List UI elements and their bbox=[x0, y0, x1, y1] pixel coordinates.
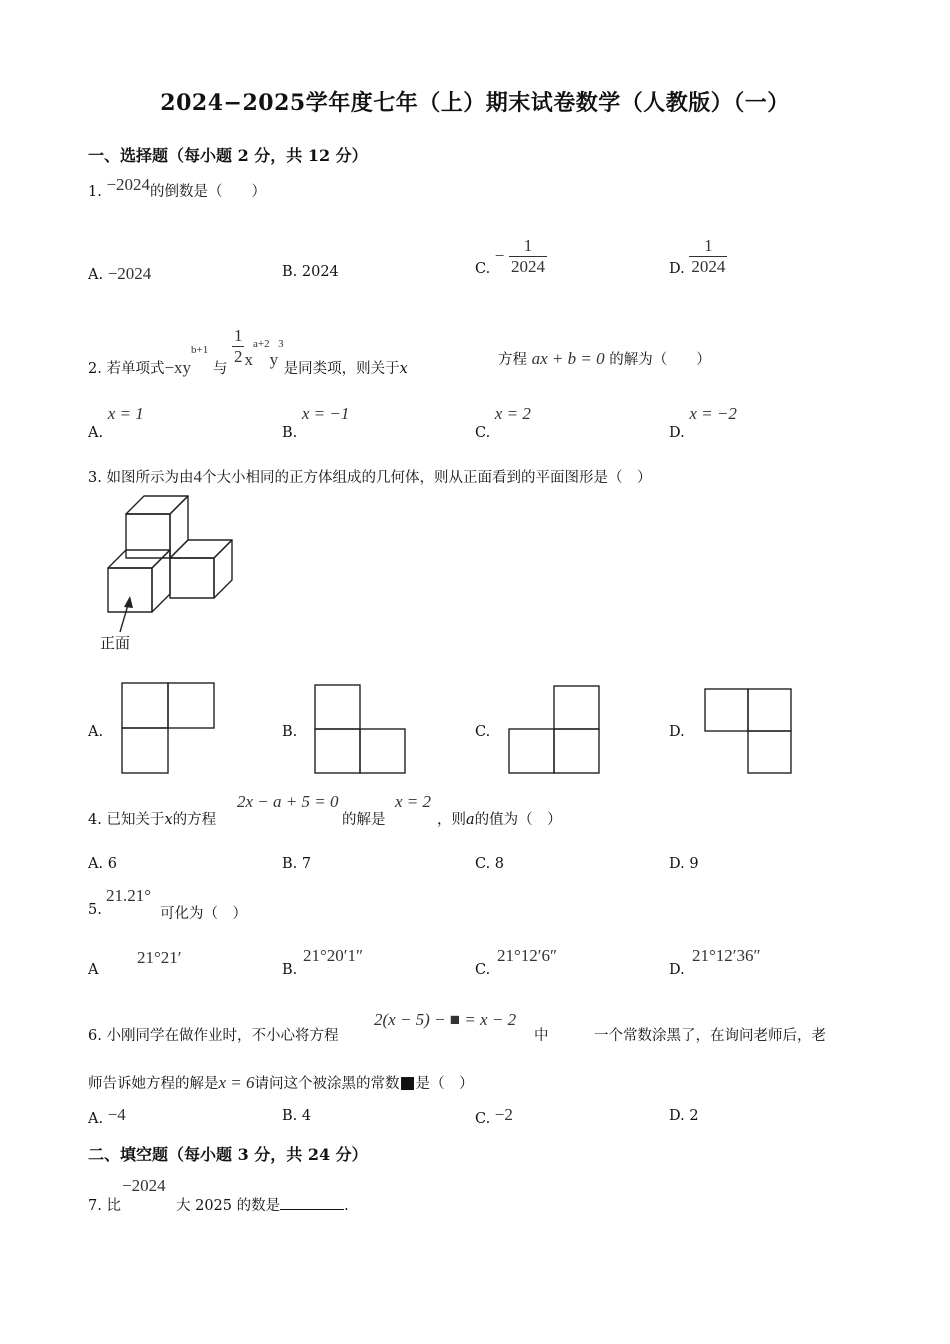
question-4 bbox=[88, 792, 217, 828]
question-text: 个大小相同的正方体组成的几何体，则从正面看到的平面图形是（ ） bbox=[201, 470, 652, 486]
fraction bbox=[232, 326, 245, 367]
question-text: 是同类项，则关于 bbox=[283, 360, 400, 377]
option-b-label[interactable]: B. bbox=[282, 962, 298, 978]
option-value: x = 2 bbox=[494, 404, 531, 423]
question-6 bbox=[88, 1024, 338, 1045]
option-d-label[interactable]: D. bbox=[669, 724, 685, 740]
fraction-numerator: 1 bbox=[233, 326, 243, 345]
math-sign: − bbox=[494, 245, 505, 265]
question-3 bbox=[88, 466, 651, 487]
question-number: 3. bbox=[88, 470, 102, 486]
question-text: 的值为（ ） bbox=[474, 812, 562, 828]
question-text: 已知关于 bbox=[106, 812, 165, 828]
option-c-value[interactable]: 21°12′6″ bbox=[497, 946, 558, 965]
math-monomial: −xy bbox=[164, 357, 192, 377]
question-4-end bbox=[437, 808, 562, 829]
question-7 bbox=[88, 1194, 121, 1215]
page-title: 2024−2025学年度七年（上）期末试卷数学（人教版）（一） bbox=[160, 90, 790, 116]
question-5-number: 5. bbox=[88, 902, 102, 918]
option-a[interactable] bbox=[88, 1105, 126, 1128]
question-text: 方程 bbox=[498, 352, 527, 368]
option-a[interactable] bbox=[88, 264, 151, 284]
math-equation: 2(x − 5) − ■ = x − 2 bbox=[374, 1010, 517, 1029]
option-c-label[interactable]: C. bbox=[475, 962, 491, 978]
fraction-denominator: 2024 bbox=[691, 257, 726, 276]
option-b[interactable] bbox=[282, 264, 339, 280]
question-text: 中 bbox=[534, 1028, 549, 1044]
fraction-denominator: 2024 bbox=[511, 257, 545, 276]
option-a[interactable]: A. 6 bbox=[88, 856, 117, 872]
question-text: 的解是 bbox=[342, 812, 386, 828]
question-text: 可化为（ ） bbox=[160, 906, 247, 922]
math-exponent: a+2 bbox=[252, 337, 270, 350]
option-c-figure[interactable] bbox=[508, 685, 600, 774]
math-expression: −2024 bbox=[106, 175, 151, 194]
option-c[interactable]: C. 8 bbox=[475, 856, 505, 872]
cube-front-face bbox=[126, 514, 170, 558]
question-1 bbox=[88, 175, 267, 201]
question-text: 的解为（ ） bbox=[609, 352, 711, 368]
question-number: 2. bbox=[88, 360, 102, 377]
option-label: C. bbox=[475, 260, 491, 277]
arrow-head bbox=[124, 596, 133, 608]
math-solution: x = 2 bbox=[395, 792, 432, 811]
question-number: 7. bbox=[88, 1198, 102, 1214]
option-label: C. bbox=[475, 1111, 491, 1127]
option-b[interactable]: B. 7 bbox=[282, 856, 312, 872]
option-label: B. bbox=[282, 264, 298, 280]
question-number: 4. bbox=[88, 812, 102, 828]
question-text: 小刚同学在做作业时，不小心将方程 bbox=[106, 1028, 339, 1044]
question-text: 若单项式 bbox=[106, 360, 165, 377]
math-exponent: b+1 bbox=[191, 343, 209, 356]
math-variable: x bbox=[164, 812, 173, 828]
cube-side-face bbox=[214, 540, 232, 598]
option-a-label[interactable]: A. bbox=[88, 724, 104, 740]
math-solution: x = 6 bbox=[218, 1073, 255, 1092]
option-a-figure[interactable] bbox=[121, 682, 215, 774]
option-value: −2024 bbox=[107, 264, 152, 283]
option-value: −2 bbox=[494, 1105, 513, 1124]
question-text: 比 bbox=[106, 1198, 121, 1214]
option-label: D. bbox=[669, 425, 685, 441]
front-label: 正面 bbox=[100, 634, 131, 652]
math-expression: −2024 bbox=[122, 1176, 166, 1195]
option-a-value[interactable]: 21°21′ bbox=[137, 948, 182, 967]
question-text: 是（ ） bbox=[415, 1076, 474, 1092]
option-d-value[interactable]: 21°12′36″ bbox=[692, 946, 761, 965]
question-text: 一个常数涂黑了，在询问老师后，老 bbox=[594, 1028, 826, 1044]
option-d[interactable] bbox=[669, 404, 737, 441]
option-label: B. bbox=[282, 425, 298, 441]
question-number: 6. bbox=[88, 1028, 102, 1044]
option-a-label[interactable]: A bbox=[88, 962, 99, 978]
math-number: 4 bbox=[193, 467, 202, 486]
option-b[interactable] bbox=[282, 404, 350, 441]
question-2 bbox=[88, 320, 408, 377]
question-text: 大 2025 的数是 bbox=[176, 1198, 281, 1214]
question-number: 1. bbox=[88, 184, 102, 200]
math-variable: y bbox=[269, 349, 279, 369]
cube-side-face bbox=[152, 550, 170, 612]
question-text: 的方程 bbox=[172, 812, 217, 828]
option-label: A. bbox=[88, 425, 104, 441]
fraction bbox=[509, 236, 547, 277]
question-text: 与 bbox=[212, 360, 228, 377]
question-7-rest bbox=[176, 1194, 349, 1215]
option-value: x = −1 bbox=[301, 404, 350, 423]
fraction-numerator: 1 bbox=[704, 236, 713, 255]
fraction-denominator: 2 bbox=[233, 347, 243, 366]
question-text: ，则 bbox=[437, 812, 466, 828]
option-c-label[interactable]: C. bbox=[475, 724, 491, 740]
question-text: 请问这个被涂黑的常数 bbox=[254, 1076, 400, 1092]
option-a[interactable] bbox=[88, 404, 144, 441]
option-c[interactable] bbox=[475, 1105, 513, 1128]
math-equation: ax + b = 0 bbox=[531, 349, 605, 368]
option-value: x = −2 bbox=[689, 404, 737, 423]
option-b-figure[interactable] bbox=[314, 684, 406, 774]
option-value: x = 1 bbox=[107, 404, 144, 423]
question-2-continued bbox=[498, 348, 711, 369]
math-variable: x bbox=[399, 360, 408, 377]
math-variable: x bbox=[244, 349, 253, 369]
option-value: −4 bbox=[107, 1105, 126, 1124]
option-value: 2024 bbox=[301, 264, 339, 280]
math-variable: a bbox=[466, 812, 475, 828]
math-exponent: 3 bbox=[278, 337, 284, 350]
answer-blank[interactable] bbox=[280, 1195, 344, 1210]
cube-front-face bbox=[170, 558, 214, 598]
option-b-value[interactable]: 21°20′1″ bbox=[303, 946, 364, 965]
fraction bbox=[689, 236, 727, 277]
question-6-line2 bbox=[88, 1072, 474, 1093]
question-text: 的倒数是（ ） bbox=[150, 184, 267, 200]
option-d[interactable] bbox=[669, 236, 727, 277]
question-text: . bbox=[344, 1198, 349, 1214]
question-text: 师告诉她方程的解是 bbox=[88, 1076, 219, 1092]
math-equation: 2x − a + 5 = 0 bbox=[237, 792, 339, 811]
option-label: A. bbox=[88, 1111, 104, 1127]
section-heading-choice: 一、选择题（每小题 2 分，共 12 分） bbox=[88, 146, 368, 165]
question-text: 如图所示为由 bbox=[106, 470, 194, 486]
section-heading-fill: 二、填空题（每小题 3 分，共 24 分） bbox=[88, 1145, 368, 1164]
option-label: C. bbox=[475, 425, 491, 441]
math-expression: 21.21° bbox=[106, 886, 152, 905]
fraction-numerator: 1 bbox=[523, 236, 533, 255]
option-d[interactable]: D. 2 bbox=[669, 1108, 699, 1124]
option-c[interactable] bbox=[475, 404, 531, 441]
option-label: D. bbox=[669, 260, 685, 277]
option-label: A. bbox=[88, 267, 104, 283]
black-square-icon: ■ bbox=[399, 1073, 416, 1093]
option-d-figure[interactable] bbox=[704, 688, 792, 774]
option-d[interactable]: D. 9 bbox=[669, 856, 699, 872]
option-b-label[interactable]: B. bbox=[282, 724, 298, 740]
option-c[interactable] bbox=[475, 236, 547, 277]
option-d-label[interactable]: D. bbox=[669, 962, 685, 978]
option-b[interactable]: B. 4 bbox=[282, 1108, 312, 1124]
